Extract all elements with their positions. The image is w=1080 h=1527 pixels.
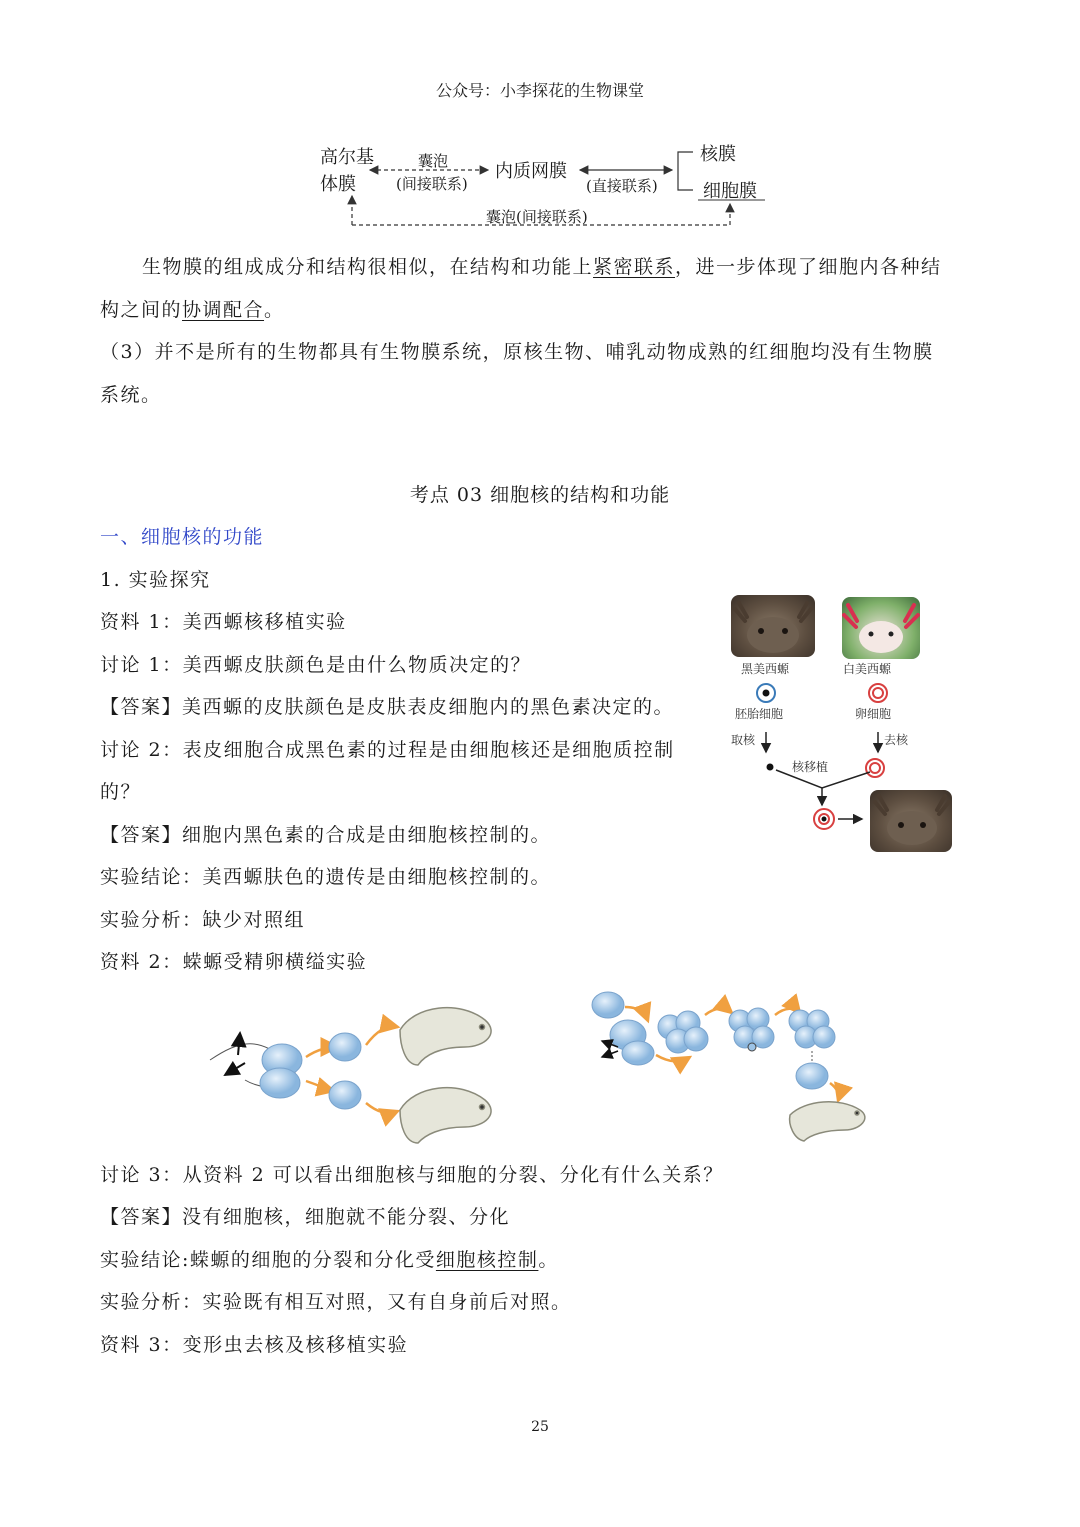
item-analysis-2: 实验分析：实验既有相互对照，又有自身前后对照。 [100,1291,572,1313]
paragraph-3-line1: （3）并不是所有的生物都具有生物膜系统，原核生物、哺乳动物成熟的红细胞均没有生物膜 [100,341,934,363]
white-axolotl-drawing [842,597,920,659]
item-material-2: 资料 2：蝾螈受精卵横缢实验 [100,951,368,973]
item-material-1: 资料 1：美西螈核移植实验 [100,611,347,633]
item-answer-3: 【答案】没有细胞核，细胞就不能分裂、分化 [100,1206,511,1228]
enucleated-egg-icon [866,759,884,777]
conclusion-2-end: 。 [538,1249,559,1271]
paragraph-membrane-line2 [100,295,285,322]
para1-text-3: 构之间的 [100,299,183,321]
item-discussion-2: 讨论 2：表皮细胞合成黑色素的过程是由细胞核还是细胞质控制 [100,739,675,761]
para1-text-1: 生物膜的组成成分和结构很相似，在结构和功能上 [142,256,594,278]
page-header: 公众号：小李探花的生物课堂 [435,81,644,100]
newt-ligation-figure [200,985,900,1145]
golgi-label-2: 体膜 [320,174,356,195]
bottom-vesicle-label: 囊泡(间接联系) [486,208,588,226]
indirect-label: (间接联系) [396,175,468,193]
item-material-3: 资料 3：变形虫去核及核移植实验 [100,1334,409,1356]
remove-nucleus-label: 去核 [884,733,909,747]
cell-cluster-2 [729,1008,774,1051]
black-axolotl-drawing [731,595,815,657]
result-axolotl-photo [870,790,952,852]
golgi-label-1: 高尔基 [320,147,374,168]
egg-cell-icon [869,684,887,702]
cell-cluster-1 [658,1011,708,1053]
conclusion-2-underline: 细胞核控制 [435,1249,539,1271]
paragraph-membrane-line1 [142,252,942,279]
item-answer-1: 【答案】美西螈的皮肤颜色是皮肤表皮细胞内的黑色素决定的。 [100,696,675,718]
nuclear-membrane-label: 核膜 [700,144,736,165]
embryo-cell-label: 胚胎细胞 [735,707,784,721]
take-nucleus-label: 取核 [731,733,756,747]
white-axolotl-label: 白美西螈 [843,662,892,676]
heading-nucleus-function: 一、细胞核的功能 [100,526,265,548]
para1-text-4: 。 [264,299,285,321]
white-axolotl-photo [842,597,920,659]
direct-label: (直接联系) [586,177,658,195]
item-experiment: 1. 实验探究 [100,569,211,591]
zygote-lower-half [260,1068,300,1098]
para1-underline-1: 紧密联系 [593,256,676,278]
item-conclusion-2 [100,1245,559,1272]
item-answer-2: 【答案】细胞内黑色素的合成是由细胞核控制的。 [100,824,552,846]
cell-membrane-label: 细胞膜 [703,181,757,202]
item-conclusion-1: 实验结论：美西螈肤色的遗传是由细胞核控制的。 [100,866,552,888]
black-axolotl-label: 黑美西螈 [741,662,790,676]
egg-cell-label: 卵细胞 [855,707,892,721]
result-axolotl-drawing [870,790,952,852]
transplant-label: 核移植 [792,760,829,774]
paragraph-3-line2: 系统。 [100,384,162,406]
section-title: 考点 03 细胞核的结构和功能 [409,484,671,506]
diagram-arrows [0,0,1080,240]
item-analysis-1: 实验分析：缺少对照组 [100,909,306,931]
item-discussion-3: 讨论 3：从资料 2 可以看出细胞核与细胞的分裂、分化有什么关系？ [100,1164,724,1186]
newt-upper-icon [400,1008,491,1065]
vesicle-label: 囊泡 [418,152,449,170]
newt-right-icon [790,1102,865,1141]
item-discussion-2-cont: 的？ [100,781,142,803]
para1-text-2: ，进一步体现了细胞内各种结 [675,256,942,278]
nucleus-dot-icon [767,764,774,771]
para1-underline-2: 协调配合 [182,299,265,321]
black-axolotl-photo [731,595,815,657]
page-number: 25 [531,1419,549,1435]
cell-cluster-3 [789,1010,835,1048]
newt-lower-icon [400,1088,491,1143]
er-label: 内质网膜 [495,161,567,182]
item-discussion-1: 讨论 1：美西螈皮肤颜色是由什么物质决定的？ [100,654,532,676]
conclusion-2-text: 实验结论:蝾螈的细胞的分裂和分化受 [100,1249,436,1271]
